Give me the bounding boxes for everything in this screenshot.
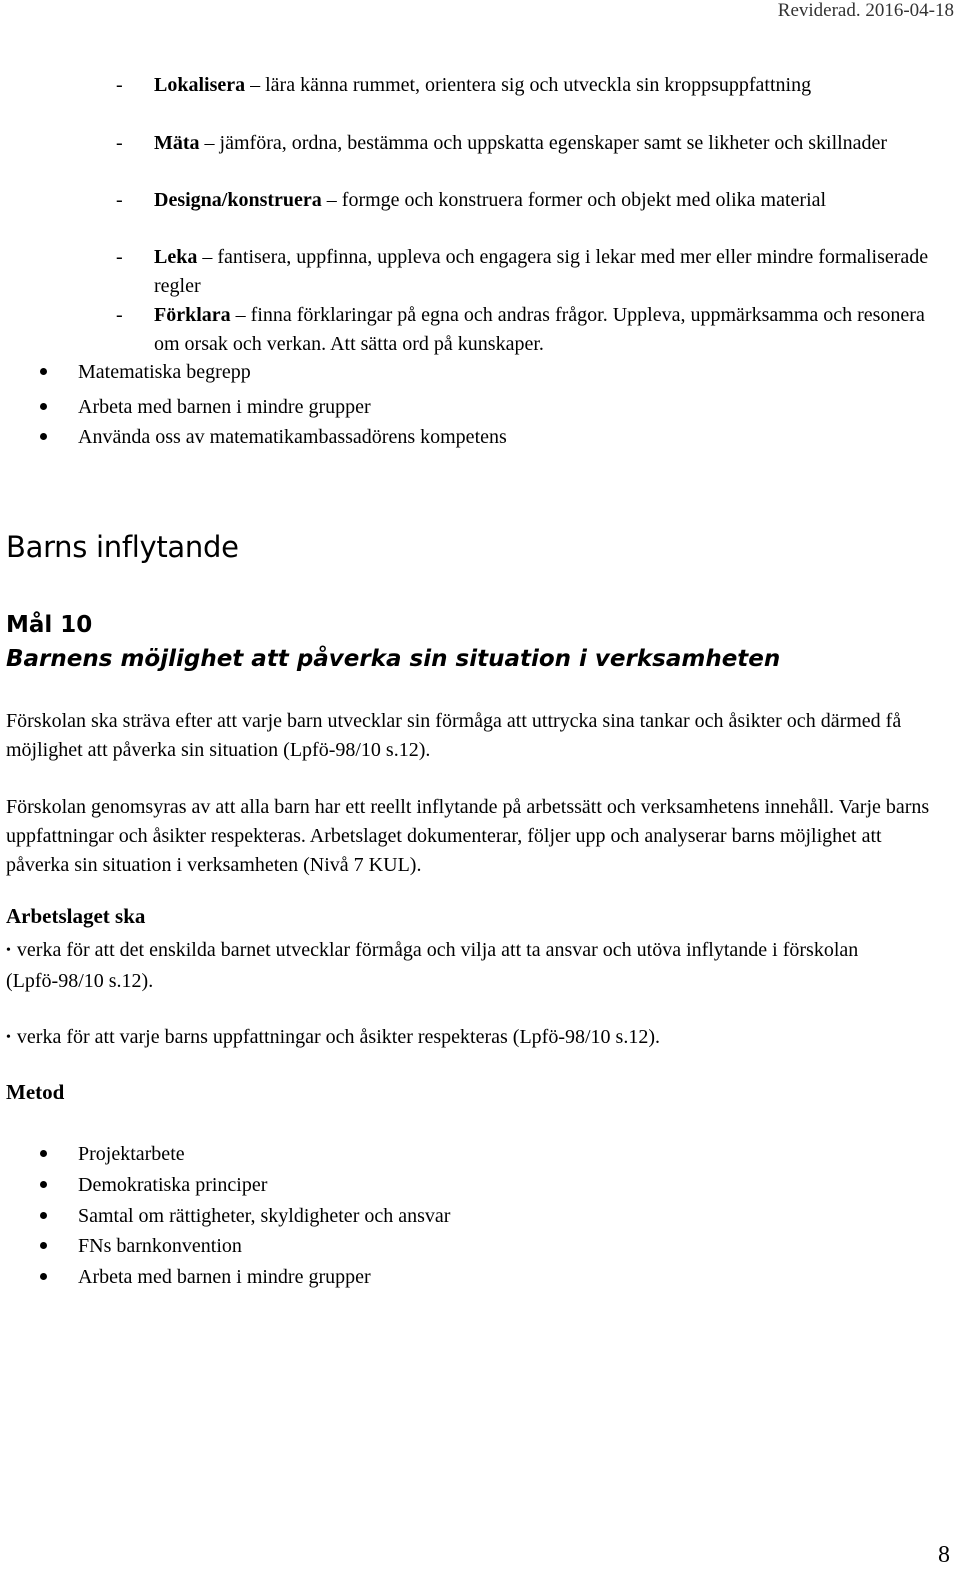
dash-marker: -	[116, 246, 123, 268]
bullet-dot-icon	[40, 433, 47, 440]
metod-list-item	[40, 1262, 920, 1292]
dash-item-text: – formge och konstruera former och objekt med olika material	[321, 189, 827, 211]
dash-item-text: – jämföra, ordna, bestämma och uppskatta egenskaper samt se likheter och skillnader	[199, 132, 888, 154]
bullet-dot-icon	[40, 403, 47, 410]
section-title: Barns inflytande	[6, 530, 239, 564]
bullet-dot-icon	[40, 1150, 47, 1157]
dash-marker: -	[116, 304, 123, 326]
bullet-text: Använda oss av matematikambassadörens kompetens	[78, 426, 507, 448]
bullet-dot-icon	[40, 1242, 47, 1249]
paragraph: Förskolan ska sträva efter att varje barn utvecklar sin förmåga att uttrycka sina tankar och åsikter och därmed få möjlighet att påverka sin situation (Lpfö-98/10 s.12).	[6, 710, 902, 761]
goal-title: Barnens möjlighet att påverka sin situation i verksamheten	[6, 646, 781, 672]
bullet-dot-icon	[40, 1212, 47, 1219]
dash-item-term: Designa/konstruera	[154, 189, 322, 211]
arbetslaget-item-text: verka för att det enskilda barnet utvecklar förmåga och vilja att ta ansvar och utöva inflytande i förskolan (Lpfö-98/10 s.12).	[6, 939, 859, 992]
metod-item-text: Demokratiska principer	[78, 1174, 268, 1196]
dash-marker: -	[116, 189, 123, 211]
dash-item-text: – fantisera, uppfinna, uppleva och engagera sig i lekar med mer eller mindre formaliserade regler	[154, 246, 929, 297]
metod-list-item	[40, 1201, 920, 1231]
dash-item-term: Leka	[154, 246, 198, 268]
paragraph: Förskolan genomsyras av att alla barn har ett reellt inflytande på arbetssätt och verksamhetens innehåll. Varje barns uppfattningar och åsikter respekteras. Arbetslaget dokumenterar, följer upp och analyserar barns möjlighet att påverka sin situation i verksamheten (Nivå 7 KUL).	[6, 796, 930, 876]
page-number: 8	[938, 1542, 950, 1568]
revision-date: Reviderad. 2016-04-18	[777, 0, 954, 21]
dash-item-text: – lära känna rummet, orientera sig och utveckla sin kroppsuppfattning	[245, 74, 812, 96]
metod-list-item	[40, 1139, 920, 1169]
dash-marker: -	[116, 74, 123, 96]
metod-item-text: Arbeta med barnen i mindre grupper	[78, 1266, 371, 1288]
bullet-dot-icon	[40, 368, 47, 375]
arbetslaget-heading: Arbetslaget ska	[6, 904, 146, 928]
metod-item-text: FNs barnkonvention	[78, 1235, 242, 1257]
dash-list-item	[116, 129, 936, 158]
bullet-list-item	[40, 357, 920, 387]
metod-item-text: Samtal om rättigheter, skyldigheter och ansvar	[78, 1205, 451, 1227]
bullet-dot-icon	[40, 1273, 47, 1280]
goal-number: Mål 10	[6, 612, 93, 638]
arbetslaget-item-text: verka för att varje barns uppfattningar och åsikter respekteras (Lpfö-98/10 s.12).	[16, 1026, 661, 1048]
metod-list-item	[40, 1170, 920, 1200]
arbetslaget-item	[6, 936, 946, 996]
metod-list-item	[40, 1231, 920, 1261]
bullet-dot-icon	[40, 1181, 47, 1188]
dash-list-item	[116, 186, 936, 215]
dash-item-term: Förklara	[154, 304, 231, 326]
dash-list-item	[116, 71, 936, 100]
metod-item-text: Projektarbete	[78, 1143, 185, 1165]
arbetslaget-item	[6, 1023, 946, 1054]
dash-item-term: Lokalisera	[154, 74, 246, 96]
metod-heading: Metod	[6, 1080, 65, 1104]
bullet-marker: •	[6, 1030, 11, 1045]
dash-item-text: – finna förklaringar på egna och andras frågor. Uppleva, uppmärksamma och resonera om orsak och verkan. Att sätta ord på kunskaper.	[154, 304, 925, 355]
bullet-list-item	[40, 392, 920, 422]
dash-list-item	[116, 243, 936, 301]
bullet-text: Arbeta med barnen i mindre grupper	[78, 396, 371, 418]
dash-item-term: Mäta	[154, 132, 200, 154]
dash-list-item	[116, 301, 936, 359]
bullet-marker: •	[6, 943, 11, 958]
bullet-list-item	[40, 422, 920, 452]
dash-marker: -	[116, 132, 123, 154]
bullet-text: Matematiska begrepp	[78, 361, 251, 383]
